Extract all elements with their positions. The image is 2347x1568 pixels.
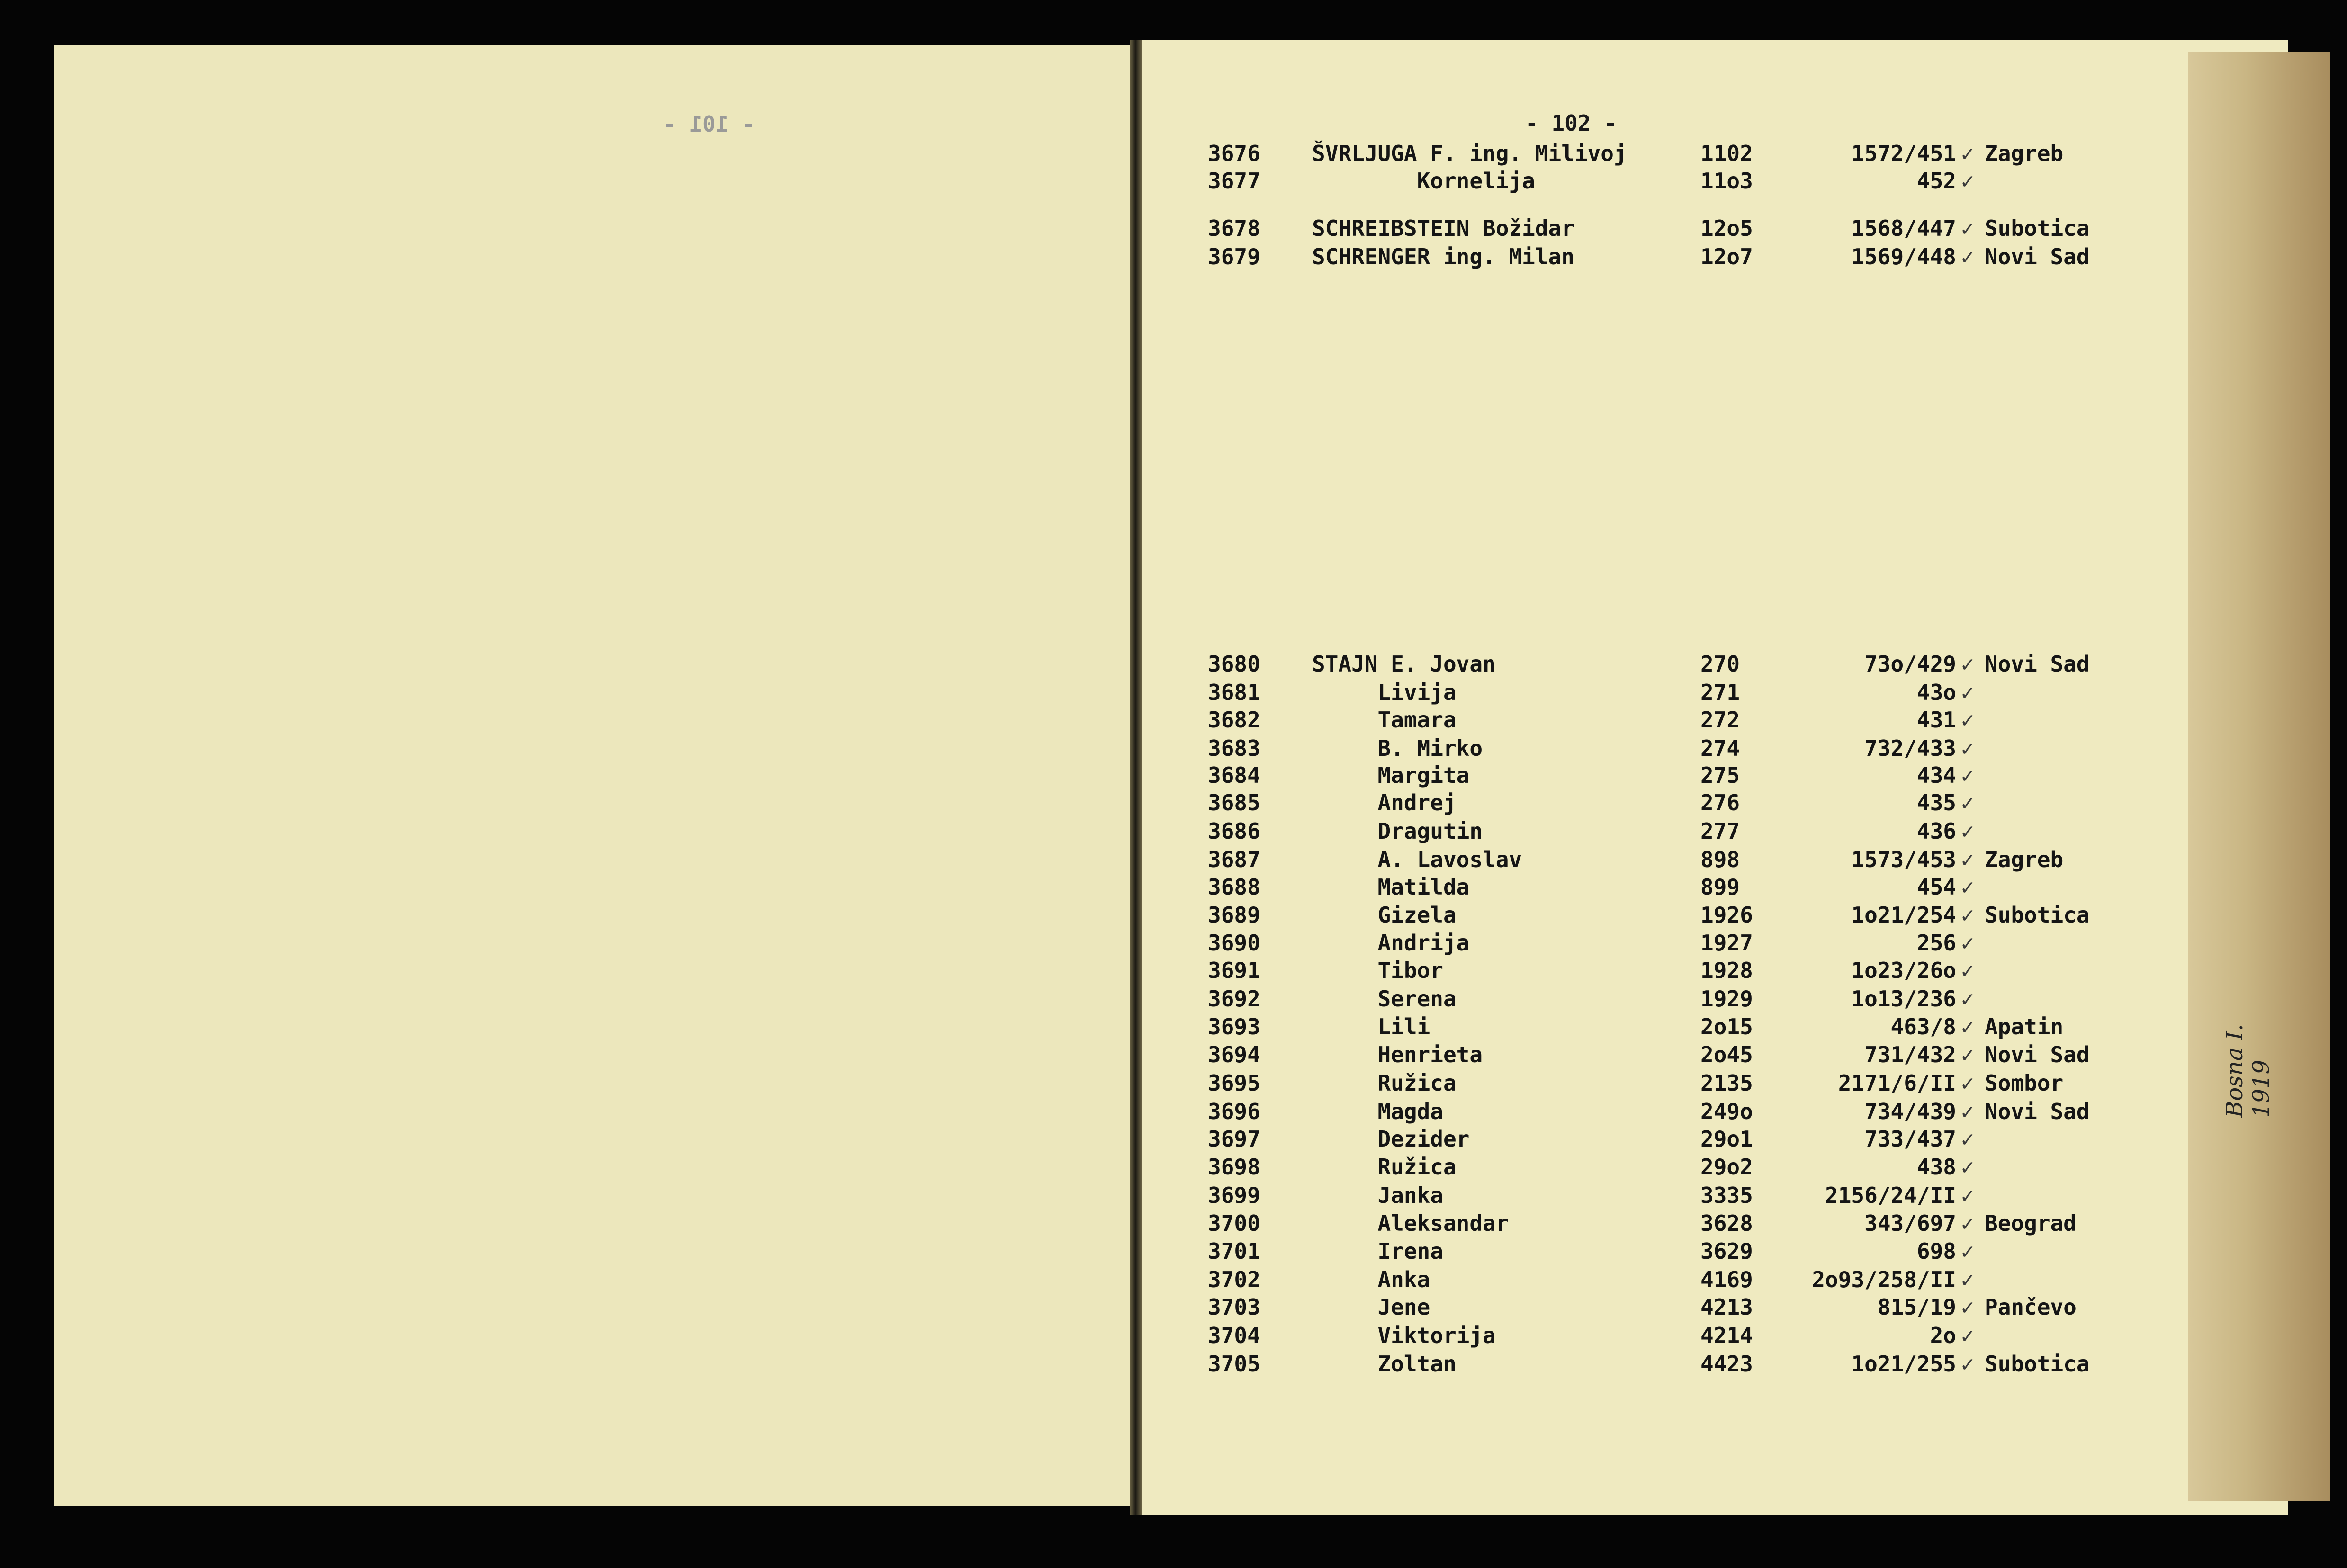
register-row bbox=[1142, 958, 2288, 985]
person-name: Henrieta bbox=[1312, 1042, 1483, 1067]
reference-number: 1o21/255 bbox=[1851, 1351, 1956, 1377]
check-mark: ✓ bbox=[1961, 215, 1974, 241]
entry-code: 4213 bbox=[1700, 1294, 1753, 1320]
reference-number: 734/439 bbox=[1864, 1099, 1956, 1124]
entry-number: 3705 bbox=[1208, 1351, 1260, 1377]
entry-number: 3682 bbox=[1208, 707, 1260, 733]
check-mark: ✓ bbox=[1961, 986, 1974, 1012]
register-row bbox=[1142, 1267, 2288, 1294]
register-row bbox=[1142, 1351, 2288, 1379]
person-name: Livija bbox=[1312, 680, 1457, 705]
reference-number: 434 bbox=[1916, 762, 1956, 788]
person-name: B. Mirko bbox=[1312, 735, 1483, 761]
register-row bbox=[1142, 874, 2288, 902]
register-row bbox=[1142, 215, 2288, 243]
register-row bbox=[1142, 1042, 2288, 1069]
entry-number: 3688 bbox=[1208, 874, 1260, 900]
reference-number: 463/8 bbox=[1890, 1014, 1956, 1039]
check-mark: ✓ bbox=[1961, 1126, 1974, 1152]
register-row bbox=[1142, 790, 2288, 817]
reference-number: 731/432 bbox=[1864, 1042, 1956, 1067]
left-page-number: - 101 - bbox=[663, 111, 755, 137]
register-row bbox=[1142, 1099, 2288, 1126]
register-row bbox=[1142, 930, 2288, 958]
register-row bbox=[1142, 1126, 2288, 1154]
entry-code: 898 bbox=[1700, 847, 1740, 872]
entry-number: 3681 bbox=[1208, 680, 1260, 705]
person-name: Zoltan bbox=[1312, 1351, 1457, 1377]
entry-code: 275 bbox=[1700, 762, 1740, 788]
check-mark: ✓ bbox=[1961, 651, 1974, 677]
register-entries bbox=[1142, 40, 2288, 1515]
person-name: ŠVRLJUGA F. ing. Milivoj bbox=[1312, 141, 1627, 166]
entry-number: 3701 bbox=[1208, 1238, 1260, 1264]
register-row bbox=[1142, 1323, 2288, 1350]
left-page bbox=[54, 45, 1130, 1506]
register-row bbox=[1142, 1154, 2288, 1182]
reference-number: 431 bbox=[1916, 707, 1956, 733]
entry-code: 29o1 bbox=[1700, 1126, 1753, 1152]
entry-code: 1926 bbox=[1700, 902, 1753, 928]
check-mark: ✓ bbox=[1961, 1294, 1974, 1320]
person-name: Irena bbox=[1312, 1238, 1443, 1264]
reference-number: 1o23/26o bbox=[1851, 958, 1956, 983]
person-name: Andrija bbox=[1312, 930, 1470, 956]
entry-number: 3687 bbox=[1208, 847, 1260, 872]
check-mark: ✓ bbox=[1961, 1070, 1974, 1096]
check-mark: ✓ bbox=[1961, 244, 1974, 269]
check-mark: ✓ bbox=[1961, 1267, 1974, 1292]
city-name: Beograd bbox=[1985, 1210, 2077, 1236]
person-name: Lili bbox=[1312, 1014, 1430, 1039]
entry-number: 3680 bbox=[1208, 651, 1260, 677]
entry-number: 3697 bbox=[1208, 1126, 1260, 1152]
reference-number: 1572/451 bbox=[1851, 141, 1956, 166]
entry-code: 2o15 bbox=[1700, 1014, 1753, 1039]
person-name: Tamara bbox=[1312, 707, 1457, 733]
person-name: Viktorija bbox=[1312, 1323, 1496, 1348]
entry-number: 3685 bbox=[1208, 790, 1260, 815]
city-name: Subotica bbox=[1985, 215, 2090, 241]
entry-number: 3689 bbox=[1208, 902, 1260, 928]
person-name: SCHRENGER ing. Milan bbox=[1312, 244, 1574, 269]
check-mark: ✓ bbox=[1961, 818, 1974, 844]
city-name: Novi Sad bbox=[1985, 1042, 2090, 1067]
page-edges bbox=[2188, 52, 2330, 1501]
person-name: Tibor bbox=[1312, 958, 1443, 983]
city-name: Novi Sad bbox=[1985, 244, 2090, 269]
reference-number: 43o bbox=[1916, 680, 1956, 705]
person-name: Anka bbox=[1312, 1267, 1430, 1292]
entry-code: 1929 bbox=[1700, 986, 1753, 1012]
book-gutter bbox=[1130, 40, 1142, 1515]
person-name: Gizela bbox=[1312, 902, 1457, 928]
check-mark: ✓ bbox=[1961, 847, 1974, 872]
entry-number: 3702 bbox=[1208, 1267, 1260, 1292]
person-name: Serena bbox=[1312, 986, 1457, 1012]
register-row bbox=[1142, 168, 2288, 196]
register-row bbox=[1142, 141, 2288, 168]
entry-number: 3693 bbox=[1208, 1014, 1260, 1039]
reference-number: 1573/453 bbox=[1851, 847, 1956, 872]
entry-code: 249o bbox=[1700, 1099, 1753, 1124]
entry-code: 276 bbox=[1700, 790, 1740, 815]
city-name: Apatin bbox=[1985, 1014, 2064, 1039]
city-name: Zagreb bbox=[1985, 847, 2064, 872]
check-mark: ✓ bbox=[1961, 141, 1974, 166]
check-mark: ✓ bbox=[1961, 874, 1974, 900]
entry-code: 899 bbox=[1700, 874, 1740, 900]
entry-code: 270 bbox=[1700, 651, 1740, 677]
register-row bbox=[1142, 1238, 2288, 1266]
person-name: Dragutin bbox=[1312, 818, 1483, 844]
entry-code: 4423 bbox=[1700, 1351, 1753, 1377]
register-row bbox=[1142, 902, 2288, 930]
entry-code: 1102 bbox=[1700, 141, 1753, 166]
check-mark: ✓ bbox=[1961, 1238, 1974, 1264]
reference-number: 2171/6/II bbox=[1838, 1070, 1956, 1096]
person-name: Ružica bbox=[1312, 1154, 1457, 1180]
register-row bbox=[1142, 1183, 2288, 1210]
register-row bbox=[1142, 651, 2288, 679]
city-name: Zagreb bbox=[1985, 141, 2064, 166]
entry-code: 2135 bbox=[1700, 1070, 1753, 1096]
entry-code: 272 bbox=[1700, 707, 1740, 733]
check-mark: ✓ bbox=[1961, 1183, 1974, 1208]
reference-number: 1569/448 bbox=[1851, 244, 1956, 269]
bleed-through-text bbox=[54, 163, 1130, 1489]
entry-code: 12o5 bbox=[1700, 215, 1753, 241]
entry-code: 274 bbox=[1700, 735, 1740, 761]
person-name: Magda bbox=[1312, 1099, 1443, 1124]
reference-number: 435 bbox=[1916, 790, 1956, 815]
city-name: Sombor bbox=[1985, 1070, 2064, 1096]
check-mark: ✓ bbox=[1961, 1099, 1974, 1124]
reference-number: 343/697 bbox=[1864, 1210, 1956, 1236]
reference-number: 732/433 bbox=[1864, 735, 1956, 761]
register-row bbox=[1142, 1210, 2288, 1238]
check-mark: ✓ bbox=[1961, 1210, 1974, 1236]
entry-code: 1928 bbox=[1700, 958, 1753, 983]
entry-number: 3686 bbox=[1208, 818, 1260, 844]
check-mark: ✓ bbox=[1961, 930, 1974, 956]
city-name: Subotica bbox=[1985, 902, 2090, 928]
right-page bbox=[1142, 40, 2288, 1515]
entry-code: 277 bbox=[1700, 818, 1740, 844]
reference-number: 815/19 bbox=[1877, 1294, 1956, 1320]
reference-number: 256 bbox=[1916, 930, 1956, 956]
entry-number: 3699 bbox=[1208, 1183, 1260, 1208]
city-name: Novi Sad bbox=[1985, 1099, 2090, 1124]
check-mark: ✓ bbox=[1961, 1014, 1974, 1039]
register-row bbox=[1142, 680, 2288, 707]
entry-number: 3695 bbox=[1208, 1070, 1260, 1096]
reference-number: 1o13/236 bbox=[1851, 986, 1956, 1012]
person-name: Janka bbox=[1312, 1183, 1443, 1208]
reference-number: 454 bbox=[1916, 874, 1956, 900]
entry-code: 12o7 bbox=[1700, 244, 1753, 269]
person-name: A. Lavoslav bbox=[1312, 847, 1522, 872]
entry-code: 11o3 bbox=[1700, 168, 1753, 194]
city-name: Pančevo bbox=[1985, 1294, 2077, 1320]
entry-code: 4169 bbox=[1700, 1267, 1753, 1292]
entry-number: 3703 bbox=[1208, 1294, 1260, 1320]
person-name: Aleksandar bbox=[1312, 1210, 1509, 1236]
entry-number: 3683 bbox=[1208, 735, 1260, 761]
entry-number: 3676 bbox=[1208, 141, 1260, 166]
reference-number: 452 bbox=[1916, 168, 1956, 194]
check-mark: ✓ bbox=[1961, 707, 1974, 733]
entry-code: 3628 bbox=[1700, 1210, 1753, 1236]
right-page-number: - 102 - bbox=[1525, 110, 1617, 136]
entry-code: 3335 bbox=[1700, 1183, 1753, 1208]
reference-number: 436 bbox=[1916, 818, 1956, 844]
entry-code: 1927 bbox=[1700, 930, 1753, 956]
entry-number: 3692 bbox=[1208, 986, 1260, 1012]
entry-number: 3696 bbox=[1208, 1099, 1260, 1124]
check-mark: ✓ bbox=[1961, 735, 1974, 761]
entry-number: 3700 bbox=[1208, 1210, 1260, 1236]
entry-number: 3694 bbox=[1208, 1042, 1260, 1067]
person-name: Jene bbox=[1312, 1294, 1430, 1320]
person-name: Matilda bbox=[1312, 874, 1470, 900]
check-mark: ✓ bbox=[1961, 1042, 1974, 1067]
city-name: Subotica bbox=[1985, 1351, 2090, 1377]
reference-number: 698 bbox=[1916, 1238, 1956, 1264]
person-name: SCHREIBSTEIN Božidar bbox=[1312, 215, 1574, 241]
register-row bbox=[1142, 1294, 2288, 1322]
reference-number: 2156/24/II bbox=[1825, 1183, 1956, 1208]
reference-number: 2o93/258/II bbox=[1812, 1267, 1956, 1292]
handwritten-margin-note: Bosna I. 1919 bbox=[2221, 1024, 2275, 1118]
entry-number: 3677 bbox=[1208, 168, 1260, 194]
register-row bbox=[1142, 244, 2288, 271]
entry-code: 4214 bbox=[1700, 1323, 1753, 1348]
entry-number: 3684 bbox=[1208, 762, 1260, 788]
reference-number: 1568/447 bbox=[1851, 215, 1956, 241]
register-row bbox=[1142, 986, 2288, 1013]
register-row bbox=[1142, 1014, 2288, 1041]
entry-number: 3698 bbox=[1208, 1154, 1260, 1180]
entry-code: 2o45 bbox=[1700, 1042, 1753, 1067]
person-name: Margita bbox=[1312, 762, 1470, 788]
register-row bbox=[1142, 847, 2288, 874]
register-row bbox=[1142, 818, 2288, 846]
check-mark: ✓ bbox=[1961, 902, 1974, 928]
entry-code: 271 bbox=[1700, 680, 1740, 705]
person-name: Kornelija bbox=[1312, 168, 1535, 194]
reference-number: 733/437 bbox=[1864, 1126, 1956, 1152]
person-name: STAJN E. Jovan bbox=[1312, 651, 1496, 677]
entry-code: 3629 bbox=[1700, 1238, 1753, 1264]
check-mark: ✓ bbox=[1961, 762, 1974, 788]
register-row bbox=[1142, 1070, 2288, 1098]
reference-number: 438 bbox=[1916, 1154, 1956, 1180]
person-name: Andrej bbox=[1312, 790, 1457, 815]
city-name: Novi Sad bbox=[1985, 651, 2090, 677]
entry-number: 3690 bbox=[1208, 930, 1260, 956]
entry-code: 29o2 bbox=[1700, 1154, 1753, 1180]
reference-number: 1o21/254 bbox=[1851, 902, 1956, 928]
check-mark: ✓ bbox=[1961, 680, 1974, 705]
check-mark: ✓ bbox=[1961, 1351, 1974, 1377]
reference-number: 2o bbox=[1930, 1323, 1956, 1348]
entry-number: 3704 bbox=[1208, 1323, 1260, 1348]
entry-number: 3691 bbox=[1208, 958, 1260, 983]
entry-number: 3679 bbox=[1208, 244, 1260, 269]
check-mark: ✓ bbox=[1961, 1154, 1974, 1180]
check-mark: ✓ bbox=[1961, 958, 1974, 983]
person-name: Ružica bbox=[1312, 1070, 1457, 1096]
check-mark: ✓ bbox=[1961, 168, 1974, 194]
person-name: Dezider bbox=[1312, 1126, 1470, 1152]
check-mark: ✓ bbox=[1961, 1323, 1974, 1348]
check-mark: ✓ bbox=[1961, 790, 1974, 815]
register-row bbox=[1142, 735, 2288, 763]
entry-number: 3678 bbox=[1208, 215, 1260, 241]
register-row bbox=[1142, 762, 2288, 790]
register-row bbox=[1142, 707, 2288, 735]
reference-number: 73o/429 bbox=[1864, 651, 1956, 677]
